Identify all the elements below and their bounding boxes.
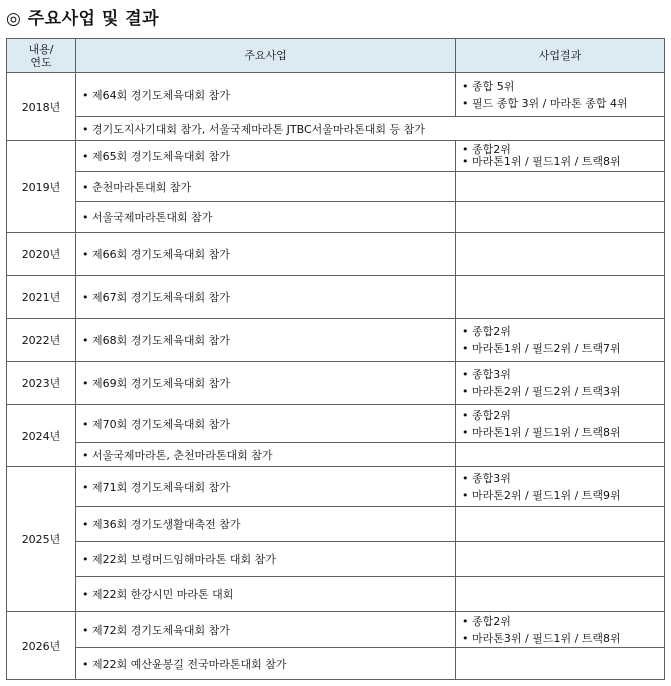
result-line: • 종합2위 [462,144,664,156]
business-cell [76,117,665,141]
result-cell [456,362,665,405]
table-header-row [7,39,665,73]
business-cell [76,172,456,202]
result-line: • 종합 5위 [462,78,664,95]
business-cell [76,577,456,612]
table-row [7,276,665,319]
result-cell-empty [456,577,665,612]
business-results-table [6,38,665,680]
table-row [7,319,665,362]
business-item: • 제64회 경기도체육대회 참가 [82,89,230,102]
result-cell-empty [456,172,665,202]
business-item: • 제72회 경기도체육대회 참가 [82,624,230,637]
result-cell-empty [456,443,665,467]
result-cell-empty [456,507,665,542]
business-item: • 제22회 한강시민 마라톤 대회 [82,588,233,601]
business-item: • 제66회 경기도체육대회 참가 [82,248,230,261]
business-item: • 제71회 경기도체육대회 참가 [82,481,230,494]
result-line: • 종합2위 [462,613,664,630]
header-business: 주요사업 [76,39,456,73]
table-row [7,467,665,507]
result-line: • 마라톤2위 / 필드1위 / 트랙9위 [462,487,664,504]
result-line: • 마라톤3위 / 필드1위 / 트랙8위 [462,630,664,647]
table-row [7,507,665,542]
year-cell: 2020년 [7,233,76,276]
business-item: • 서울국제마라톤대회 참가 [82,211,212,224]
business-item: • 제22회 예산윤봉길 전국마라톤대회 참가 [82,658,287,671]
business-cell [76,319,456,362]
year-cell: 2022년 [7,319,76,362]
business-item: • 제68회 경기도체육대회 참가 [82,334,230,347]
result-line: • 종합3위 [462,470,664,487]
business-cell [76,276,456,319]
business-cell [76,507,456,542]
table-row [7,577,665,612]
business-item: • 제65회 경기도체육대회 참가 [82,150,230,163]
result-cell [456,612,665,648]
table-row [7,73,665,117]
business-cell [76,233,456,276]
business-item: • 서울국제마라톤, 춘천마라톤대회 참가 [82,449,273,462]
table-row [7,405,665,443]
table-row [7,648,665,680]
business-item: • 제69회 경기도체육대회 참가 [82,377,230,390]
business-cell [76,141,456,172]
year-cell: 2019년 [7,141,76,233]
business-cell [76,362,456,405]
result-cell-empty [456,542,665,577]
header-result: 사업결과 [456,39,665,73]
result-cell [456,73,665,117]
business-item: • 제36회 경기도생활대축전 참가 [82,518,241,531]
table-row [7,233,665,276]
year-cell: 2025년 [7,467,76,612]
year-cell: 2018년 [7,73,76,141]
business-item: • 제70회 경기도체육대회 참가 [82,418,230,431]
page-title: ◎ 주요사업 및 결과 [6,9,160,29]
business-cell [76,542,456,577]
business-cell [76,467,456,507]
result-line: • 마라톤1위 / 필드1위 / 트랙8위 [462,424,664,441]
result-cell [456,467,665,507]
result-line: • 종합2위 [462,323,664,340]
business-cell [76,612,456,648]
business-item: • 경기도지사기대회 참가, 서울국제마라톤 JTBC서울마라톤대회 등 참가 [82,123,425,136]
result-line: • 마라톤1위 / 필드2위 / 트랙7위 [462,340,664,357]
result-cell [456,405,665,443]
business-cell [76,443,456,467]
year-cell: 2023년 [7,362,76,405]
result-line: • 필드 종합 3위 / 마라톤 종합 4위 [462,95,664,112]
result-line: • 마라톤2위 / 필드2위 / 트랙3위 [462,383,664,400]
business-cell [76,202,456,233]
header-year-line1: 내용/ [28,42,54,56]
header-year-line2: 연도 [30,55,52,69]
table-row [7,443,665,467]
header-year [7,39,76,73]
table-row [7,172,665,202]
result-cell-empty [456,276,665,319]
result-cell-empty [456,648,665,680]
business-item: • 제67회 경기도체육대회 참가 [82,291,230,304]
table-row [7,117,665,141]
result-line: • 종합3위 [462,366,664,383]
year-cell: 2026년 [7,612,76,680]
result-line: • 종합2위 [462,407,664,424]
business-cell [76,73,456,117]
business-item: • 제22회 보령머드임해마라톤 대회 참가 [82,553,276,566]
business-cell [76,648,456,680]
year-cell: 2021년 [7,276,76,319]
business-cell [76,405,456,443]
table-row [7,141,665,172]
result-cell-empty [456,202,665,233]
table-row [7,362,665,405]
result-line: • 마라톤1위 / 필드1위 / 트랙8위 [462,156,664,168]
table-row [7,612,665,648]
result-cell [456,319,665,362]
table-row [7,542,665,577]
year-cell: 2024년 [7,405,76,467]
table-row [7,202,665,233]
result-cell-empty [456,233,665,276]
result-cell [456,141,665,172]
business-item: • 춘천마라톤대회 참가 [82,181,191,194]
